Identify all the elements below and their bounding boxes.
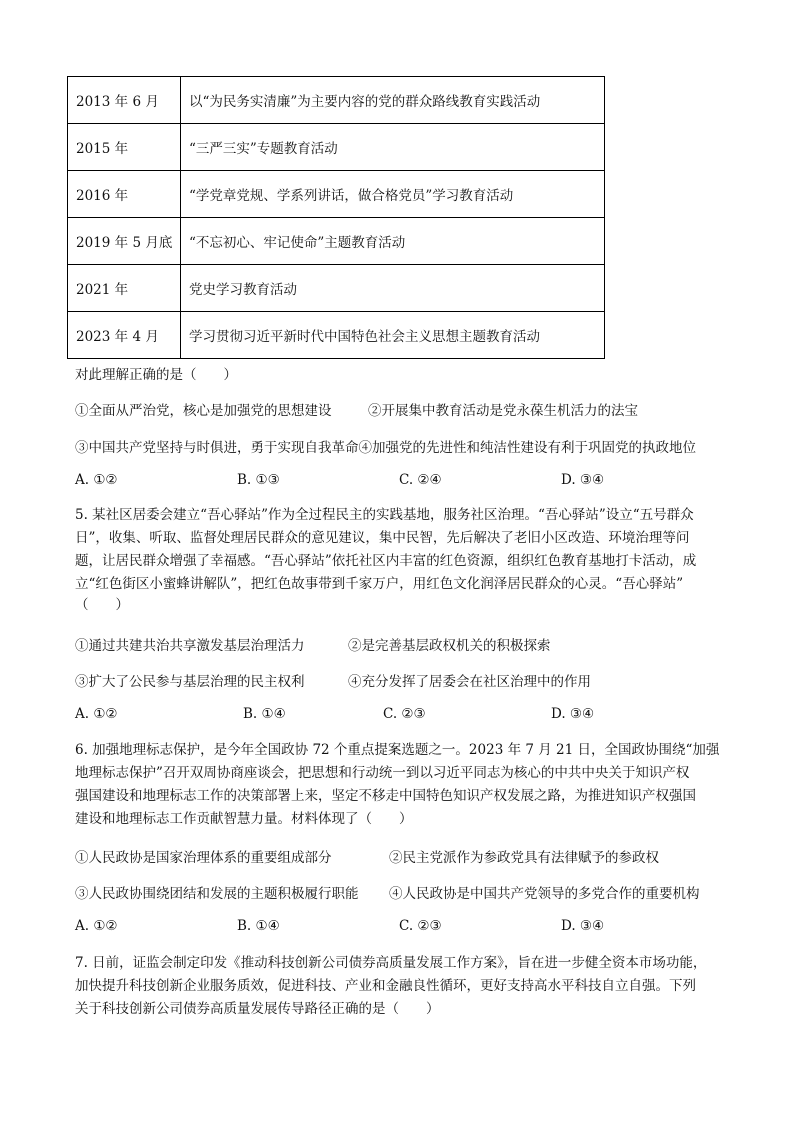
- q6-item-3: ③人民政协围绕团结和发展的主题积极履行职能: [75, 886, 359, 902]
- table-cell-date: 2015 年: [68, 124, 181, 171]
- table-cell-event: 学习贯彻习近平新时代中国特色社会主义思想主题教育活动: [181, 312, 605, 359]
- table-cell-date: 2013 年 6 月: [68, 77, 181, 124]
- q6-item-2: ②民主党派作为参政党具有法律赋予的参政权: [389, 850, 659, 866]
- q7-line-2: 加快提升科技创新企业服务质效，促进科技、产业和金融良性循环，更好支持高水平科技自立自强。下列: [75, 978, 696, 994]
- q6-item-4: ④人民政协是中国共产党领导的多党合作的重要机构: [389, 886, 700, 902]
- table-row: [68, 312, 605, 359]
- q5-item-2: ②是完善基层政权机关的积极探索: [348, 638, 551, 654]
- table-cell-date: 2023 年 4 月: [68, 312, 181, 359]
- q5-option-b: B. ①④: [243, 706, 286, 722]
- q4-item-2: ②开展集中教育活动是党永葆生机活力的法宝: [368, 403, 638, 419]
- q5-line-4: 立“红色街区小蜜蜂讲解队”，把红色故事带到千家万户，用红色文化润泽居民群众的心灵。“吾心驿站”: [75, 576, 684, 592]
- table-row: [68, 171, 605, 218]
- q7-line-3: 关于科技创新公司债券高质量发展传导路径正确的是（ ）: [75, 1001, 440, 1017]
- table-cell-event: “学党章党规、学系列讲话，做合格党员”学习教育活动: [181, 171, 605, 218]
- q4-option-c: C. ②④: [399, 472, 442, 488]
- q4-option-a: A. ①②: [75, 472, 118, 488]
- table-cell-date: 2021 年: [68, 265, 181, 312]
- q5-item-3: ③扩大了公民参与基层治理的民主权利: [75, 674, 305, 690]
- q4-item-1: ①全面从严治党，核心是加强党的思想建设: [75, 403, 332, 419]
- q6-line-3: 强国建设和地理标志工作的决策部署上来，坚定不移走中国特色知识产权发展之路，为推进知识产权强国: [75, 788, 696, 804]
- q6-option-d: D. ③④: [561, 918, 605, 934]
- q5-line-3: 题，让居民群众增强了幸福感。“吾心驿站”依托社区内丰富的红色资源，组织红色教育基地打卡活动，成: [75, 553, 697, 569]
- q5-line-5: （ ）: [75, 597, 129, 613]
- table-row: [68, 265, 605, 312]
- table-cell-event: “三严三实”专题教育活动: [181, 124, 605, 171]
- table-cell-date: 2016 年: [68, 171, 181, 218]
- q5-item-4: ④充分发挥了居委会在社区治理中的作用: [348, 674, 591, 690]
- q4-stem: 对此理解正确的是（ ）: [75, 367, 237, 383]
- activity-table: [67, 76, 605, 359]
- q5-line-1: 5. 某社区居委会建立“吾心驿站”作为全过程民主的实践基地，服务社区治理。“吾心驿站”设立“五号群众: [75, 507, 694, 523]
- q5-option-a: A. ①②: [75, 706, 118, 722]
- table-row: [68, 77, 605, 124]
- q5-option-d: D. ③④: [551, 706, 595, 722]
- q5-line-2: 日”，收集、听取、监督处理居民群众的意见建议，集中民智，先后解决了老旧小区改造、环境治理等问: [75, 530, 690, 546]
- q7-line-1: 7. 日前，证监会制定印发《推动科技创新公司债券高质量发展工作方案》，旨在进一步健全资本市场功能，: [75, 955, 707, 971]
- table-cell-event: 以“为民务实清廉”为主要内容的党的群众路线教育实践活动: [181, 77, 605, 124]
- table-row: [68, 218, 605, 265]
- table-cell-date: 2019 年 5 月底: [68, 218, 181, 265]
- q6-line-2: 地理标志保护”召开双周协商座谈会，把思想和行动统一到以习近平同志为核心的中共中央关于知识产权: [75, 765, 690, 781]
- q4-item-3-4: ③中国共产党坚持与时俱进，勇于实现自我革命④加强党的先进性和纯洁性建设有利于巩固党的执政地位: [75, 440, 696, 456]
- q5-item-1: ①通过共建共治共享激发基层治理活力: [75, 638, 305, 654]
- q6-item-1: ①人民政协是国家治理体系的重要组成部分: [75, 850, 332, 866]
- q6-option-b: B. ①④: [237, 918, 280, 934]
- q6-option-c: C. ②③: [399, 918, 442, 934]
- q4-option-d: D. ③④: [561, 472, 605, 488]
- q6-line-1: 6. 加强地理标志保护，是今年全国政协 72 个重点提案选题之一。2023 年 7 月 21 日，全国政协围绕“加强: [75, 742, 720, 758]
- q5-option-c: C. ②③: [383, 706, 426, 722]
- table-cell-event: 党史学习教育活动: [181, 265, 605, 312]
- table-cell-event: “不忘初心、牢记使命”主题教育活动: [181, 218, 605, 265]
- table-row: [68, 124, 605, 171]
- q6-option-a: A. ①②: [75, 918, 118, 934]
- q4-option-b: B. ①③: [237, 472, 280, 488]
- q6-line-4: 建设和地理标志工作贡献智慧力量。材料体现了（ ）: [75, 811, 413, 827]
